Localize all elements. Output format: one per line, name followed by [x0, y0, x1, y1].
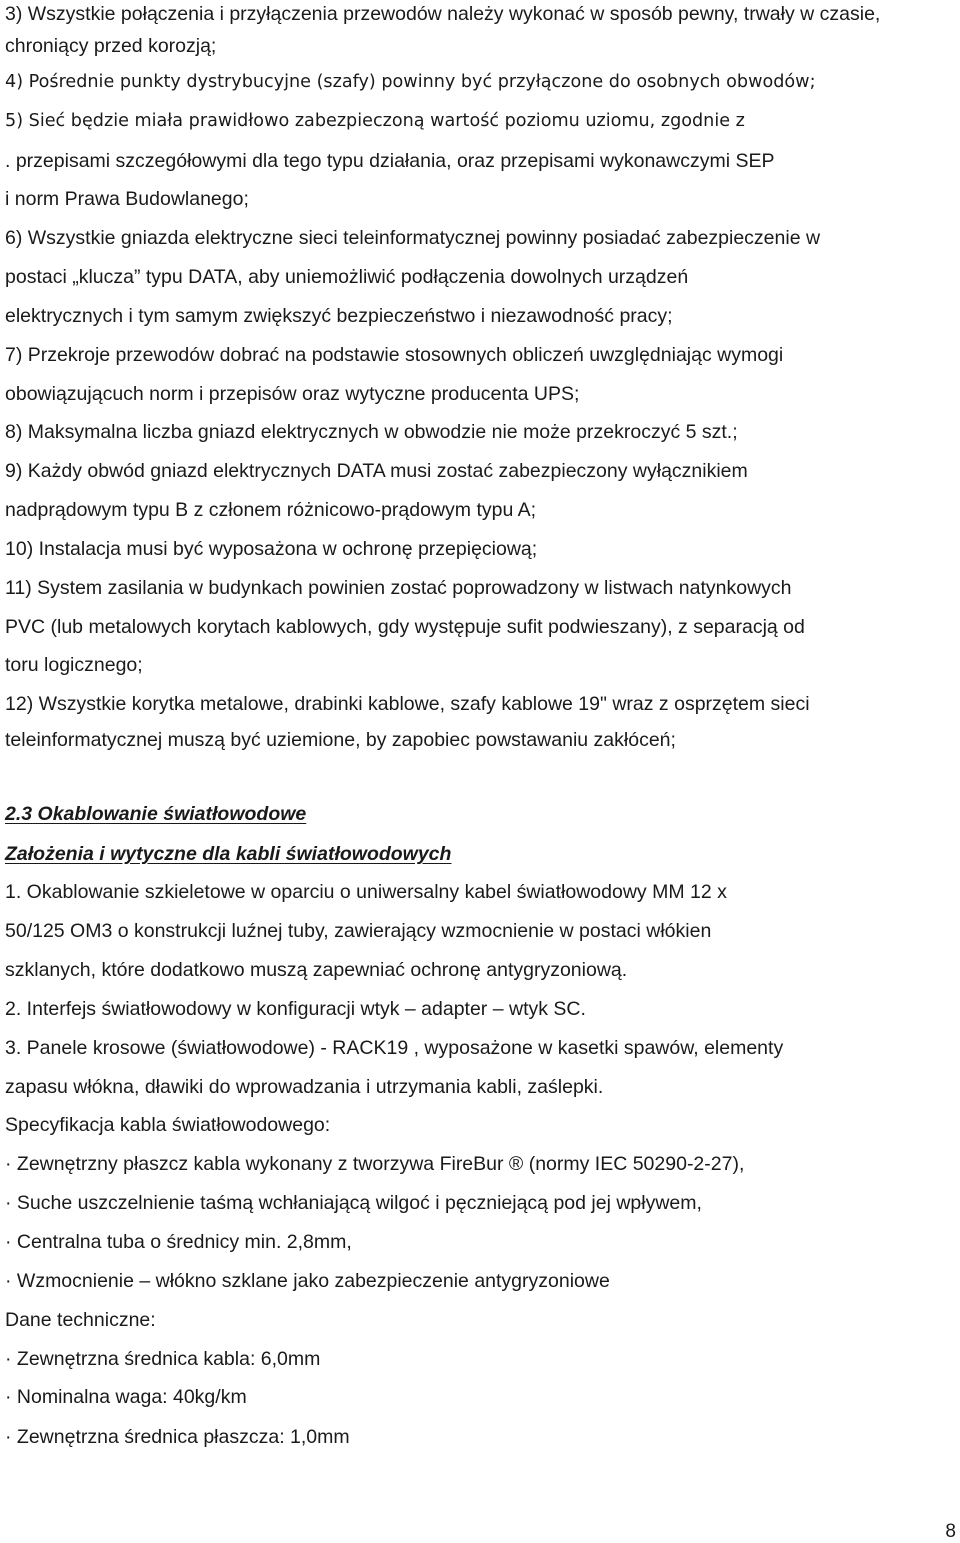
text-line: chroniący przed korozją; [5, 35, 217, 57]
section-title: Okablowanie światłowodowe [37, 803, 307, 825]
text-line: zapasu włókna, dławiki do wprowadzania i utrzymania kabli, zaślepki. [5, 1076, 604, 1098]
section-number: 2.3 [5, 803, 33, 825]
list-item: · Suche uszczelnienie taśmą wchłaniającą wilgoć i pęczniejącą pod jej wpływem, [5, 1192, 702, 1214]
text-line: postaci „klucza” typu DATA, aby uniemożliwić podłączenia dowolnych urządzeń [5, 266, 689, 288]
list-item: · Zewnętrzny płaszcz kabla wykonany z tworzywa FireBur ® (normy IEC 50290-2-27), [5, 1153, 745, 1175]
text-line: 2. Interfejs światłowodowy w konfiguracji wtyk – adapter – wtyk SC. [5, 998, 586, 1020]
text-line: 3. Panele krosowe (światłowodowe) - RACK19 , wyposażone w kasetki spawów, elementy [5, 1037, 784, 1059]
text-line: 1. Okablowanie szkieletowe w oparciu o uniwersalny kabel światłowodowy MM 12 x [5, 881, 727, 903]
list-item: · Zewnętrzna średnica płaszcza: 1,0mm [5, 1426, 350, 1448]
text-line: obowiązującuch norm i przepisów oraz wytyczne producenta UPS; [5, 383, 580, 405]
text-line: nadprądowym typu B z członem różnicowo-prądowym typu A; [5, 499, 537, 521]
section-heading [5, 800, 306, 828]
list-item: · Centralna tuba o średnicy min. 2,8mm, [5, 1231, 352, 1253]
text-line: 8) Maksymalna liczba gniazd elektrycznych w obwodzie nie może przekroczyć 5 szt.; [5, 421, 738, 443]
text-line: 7) Przekroje przewodów dobrać na podstawie stosownych obliczeń uwzględniając wymogi [5, 344, 784, 366]
section-subtitle: Założenia i wytyczne dla kabli światłowodowych [5, 843, 452, 865]
text-line: 5) Sieć będzie miała prawidłowo zabezpieczoną wartość poziomu uziomu, zgodnie z [5, 111, 745, 131]
text-line: PVC (lub metalowych korytach kablowych, gdy występuje sufit podwieszany), z separacją od [5, 616, 805, 638]
page-number: 8 [945, 1521, 956, 1542]
text-line: toru logicznego; [5, 654, 143, 676]
text-line: teleinformatycznej muszą być uziemione, by zapobiec powstawaniu zakłóceń; [5, 729, 676, 751]
text-line: 11) System zasilania w budynkach powinien zostać poprowadzony w listwach natynkowych [5, 577, 792, 599]
text-line: 9) Każdy obwód gniazd elektrycznych DATA musi zostać zabezpieczony wyłącznikiem [5, 460, 748, 482]
list-item: · Zewnętrzna średnica kabla: 6,0mm [5, 1348, 321, 1370]
text-line: szklanych, które dodatkowo muszą zapewniać ochronę antygryzoniową. [5, 959, 628, 981]
text-line: 4) Pośrednie punkty dystrybucyjne (szafy) powinny być przyłączone do osobnych obwodów; [5, 72, 816, 92]
text-line: Dane techniczne: [5, 1309, 156, 1331]
text-line: 50/125 OM3 o konstrukcji luźnej tuby, zawierający wzmocnienie w postaci włókien [5, 920, 712, 942]
text-line: 10) Instalacja musi być wyposażona w ochronę przepięciową; [5, 538, 538, 560]
text-line: 6) Wszystkie gniazda elektryczne sieci teleinformatycznej powinny posiadać zabezpieczenie w [5, 227, 821, 249]
text-line: . przepisami szczegółowymi dla tego typu działania, oraz przepisami wykonawczymi SEP [5, 150, 775, 172]
text-line: 3) Wszystkie połączenia i przyłączenia przewodów należy wykonać w sposób pewny, trwały w czasie, [5, 3, 881, 25]
text-line: elektrycznych i tym samym zwiększyć bezpieczeństwo i niezawodność pracy; [5, 305, 673, 327]
list-item: · Nominalna waga: 40kg/km [5, 1386, 247, 1408]
text-line: 12) Wszystkie korytka metalowe, drabinki kablowe, szafy kablowe 19" wraz z osprzętem sieci [5, 693, 810, 715]
list-item: · Wzmocnienie – włókno szklane jako zabezpieczenie antygryzoniowe [5, 1270, 610, 1292]
text-line: Specyfikacja kabla światłowodowego: [5, 1114, 331, 1136]
text-line: i norm Prawa Budowlanego; [5, 188, 249, 210]
